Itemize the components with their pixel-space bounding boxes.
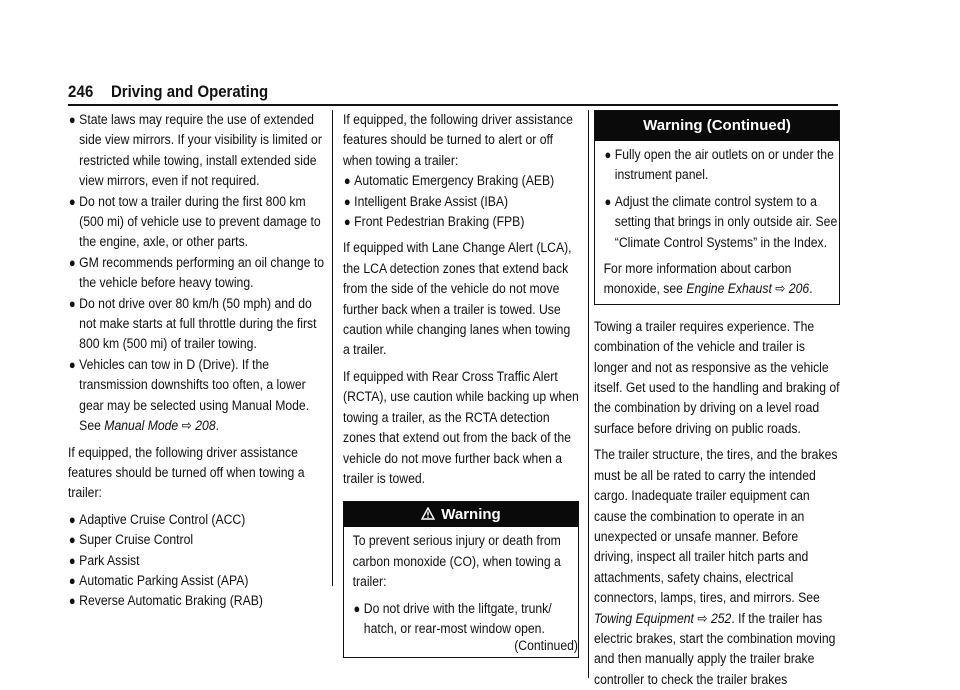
list-item: ● Fully open the air outlets on or under the instrument panel. xyxy=(604,147,834,184)
list-item: ● Super Cruise Control xyxy=(68,530,326,550)
bullet-icon: ● xyxy=(68,295,76,311)
list-item: ● Intelligent Brake Assist (IBA) xyxy=(343,192,579,212)
page-number: 246 xyxy=(68,82,94,101)
warning-text: To prevent serious injury or death from carbon monoxide (CO), when towing a trailer: xyxy=(352,533,561,591)
paragraph: If equipped, the following driver assistance features should be turned off when towing a trailer: xyxy=(68,444,305,502)
bullet-icon: ● xyxy=(353,600,361,616)
list-item: ● Automatic Emergency Braking (AEB) xyxy=(343,171,579,191)
list-item: ● Do not drive with the liftgate, trunk/ hatch, or rear-most window open. xyxy=(353,600,552,637)
section-title: Driving and Operating xyxy=(111,82,269,101)
list-item: ● Automatic Parking Assist (APA) xyxy=(68,571,326,591)
page-ref-icon: ⇨ xyxy=(181,418,192,435)
warning-text: For more information about carbon monoxide, see Engine Exhaust ⇨ 206. xyxy=(603,261,813,298)
bullet-icon: ● xyxy=(68,593,76,609)
page-ref-number[interactable]: 252 xyxy=(710,610,732,627)
bullet-icon: ● xyxy=(343,214,351,230)
warning-body xyxy=(344,527,585,657)
bullet-icon: ● xyxy=(604,147,612,162)
towing-equipment-link[interactable]: Towing Equipment xyxy=(594,610,694,627)
list-item: ● State laws may require the use of extended side view mirrors. If your visibility is limited or restricted while towing, install extended side view mirrors, even if not required. xyxy=(68,112,322,190)
column-divider-2 xyxy=(588,110,589,678)
bullet-icon: ● xyxy=(604,193,612,209)
warning-continued-header: Warning (Continued) xyxy=(595,111,839,141)
continued-label: (Continued) xyxy=(514,638,578,655)
paragraph: If equipped with Lane Change Alert (LCA), the LCA detection zones that extend back from the side of the vehicle do not move further back when a trailer is towed. Use caution while changing lanes when towing a trailer. xyxy=(343,240,572,359)
page-ref-icon: ⇨ xyxy=(697,610,708,627)
bullet-icon: ● xyxy=(68,511,76,527)
list-item: ● Park Assist xyxy=(68,551,326,571)
paragraph: If equipped with Rear Cross Traffic Alert (RCTA), use caution while backing up when towing a trailer, as the RCTA detection zones that extend out from the back of the vehicle do not move further back when a trailer is towed. xyxy=(343,368,579,487)
list-item: ● Vehicles can tow in D (Drive). If the transmission downshifts too often, a lower gear may be selected using Manual Mode. See Manual Mode ⇨ 208. xyxy=(68,356,310,435)
bullet-icon: ● xyxy=(68,112,76,127)
paragraph: The trailer structure, the tires, and the brakes must be all be rated to carry the intended cargo. Inadequate trailer equipment can cause the combination to operate in an unexpected or unsafe manner. Before driving, inspect all trailer hitch parts and attachments, safety chains, electrical connectors, lamps, tires, and mirrors. See Towing Equipment ⇨ 252. If the trailer has electric brakes, start the combination moving and then manually apply the trailer brake controller to check the trailer brakes xyxy=(594,447,838,688)
paragraph: Towing a trailer requires experience. The combination of the vehicle and trailer is longer and not as responsive as the vehicle itself. Get used to the handling and braking of the combination by driving on a level road surface before driving on public roads. xyxy=(594,318,840,437)
manual-mode-link[interactable]: Manual Mode xyxy=(104,418,179,435)
list-item: ● GM recommends performing an oil change to the vehicle before heavy towing. xyxy=(68,254,324,292)
list-item: ● Do not tow a trailer during the first 800 km (500 mi) of vehicle use to prevent damage to the engine, axle, or other parts. xyxy=(68,193,321,251)
warning-continued-box xyxy=(594,110,840,305)
list-item: ● Adaptive Cruise Control (ACC) xyxy=(68,510,326,530)
column-1 xyxy=(68,110,326,612)
bullet-icon: ● xyxy=(343,193,351,209)
list-item: ● Do not drive over 80 km/h (50 mph) and do not make starts at full throttle during the first 800 km (500 mi) of trailer towing. xyxy=(68,295,317,353)
warning-continued-body xyxy=(595,141,845,304)
page-header xyxy=(68,82,838,106)
page-ref-number[interactable]: 208 xyxy=(195,418,216,435)
bullet-icon: ● xyxy=(68,532,76,548)
bullet-icon: ● xyxy=(68,193,76,209)
bullet-icon: ● xyxy=(68,552,76,568)
warning-triangle-icon xyxy=(421,503,435,528)
engine-exhaust-link[interactable]: Engine Exhaust xyxy=(686,281,772,298)
column-3 xyxy=(594,110,840,690)
paragraph: If equipped, the following driver assistance features should be turned to alert or off when towing a trailer: xyxy=(343,112,573,169)
page-ref-number[interactable]: 206 xyxy=(788,281,810,298)
bullet-icon: ● xyxy=(68,254,76,270)
list-item: ● Front Pedestrian Braking (FPB) xyxy=(343,212,579,232)
bullet-icon: ● xyxy=(68,356,76,372)
bullet-icon: ● xyxy=(68,572,76,588)
list-item: ● Adjust the climate control system to a setting that brings in only outside air. See “Climate Control Systems” in the Index. xyxy=(604,193,838,251)
bullet-icon: ● xyxy=(343,173,351,189)
column-2 xyxy=(343,110,579,658)
page-ref-icon: ⇨ xyxy=(775,281,786,298)
column-divider-1 xyxy=(332,110,333,586)
warning-box xyxy=(343,501,579,658)
warning-title: Warning xyxy=(441,506,501,524)
list-item: ● Reverse Automatic Braking (RAB) xyxy=(68,591,326,611)
warning-header xyxy=(344,502,578,527)
